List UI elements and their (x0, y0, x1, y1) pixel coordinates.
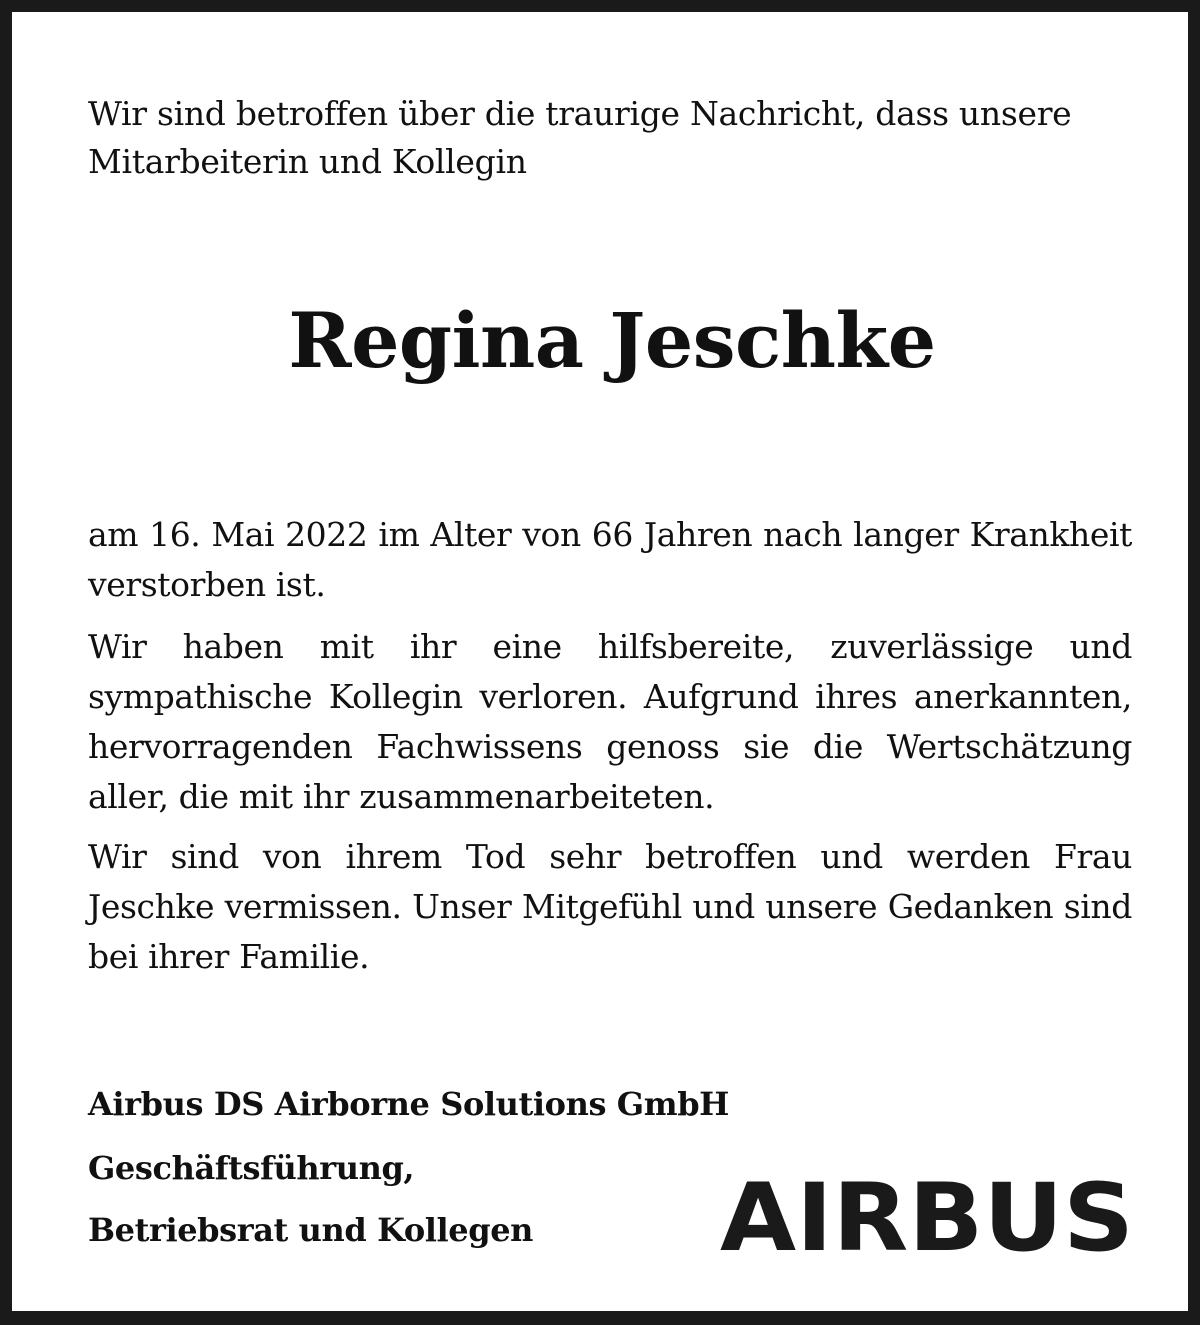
paragraph-tribute: Wir haben mit ihr eine hilfsbereite, zuverlässige und sympathische Kollegin verloren. Aufgrund ihres anerkannten, hervorragenden Fachwissens genoss sie die Wertschätzung aller, die mit ihr zusammenarbeiteten. (88, 627, 1132, 816)
deceased-name: Regina Jeschke (288, 296, 936, 385)
paragraph-date: am 16. Mai 2022 im Alter von 66 Jahren nach langer Krankheit verstorben ist. (88, 515, 1132, 604)
paragraph-condolence: Wir sind von ihrem Tod sehr betroffen und werden Frau Jeschke vermissen. Unser Mitgefühl und unsere Gedanken sind bei ihrer Familie. (88, 837, 1132, 976)
signature-management: Geschäftsführung, (88, 1149, 415, 1187)
airbus-logo (720, 1180, 1134, 1254)
intro-text: Wir sind betroffen über die traurige Nachricht, dass unsere Mitarbeiterin und Kollegin (88, 94, 1072, 181)
signature-council: Betriebsrat und Kollegen (88, 1211, 534, 1249)
airbus-logo-wordmark: AIRBUS (720, 1180, 1134, 1254)
signature-company: Airbus DS Airborne Solutions GmbH (88, 1085, 730, 1123)
